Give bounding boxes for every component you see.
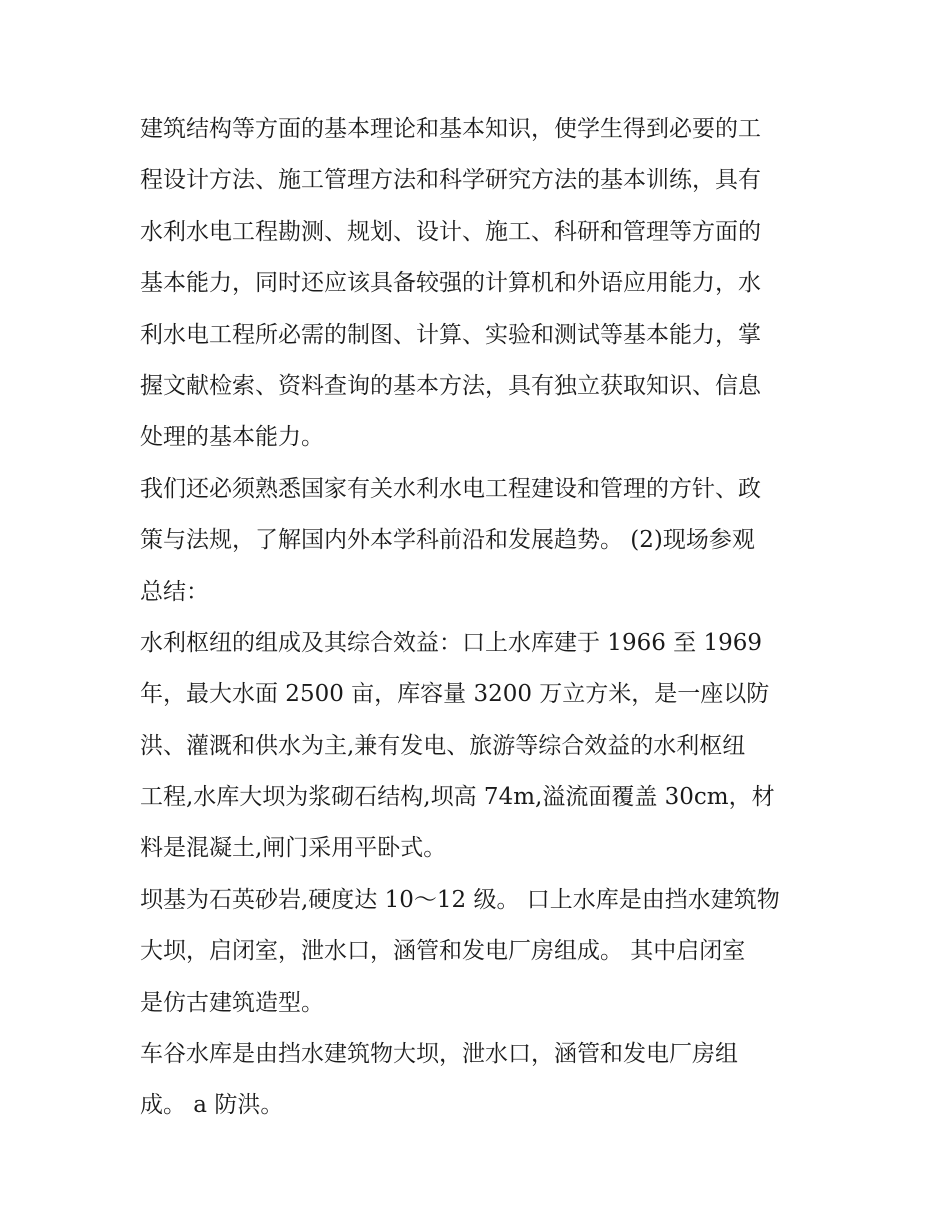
text-line: 洪、灌溉和供水为主,兼有发电、旅游等综合效益的水利枢纽 — [140, 732, 746, 759]
text-line: 处理的基本能力。 — [140, 424, 324, 451]
text-line: 坝基为石英砂岩,硬度达 10～12 级。 口上水库是由挡水建筑物 — [140, 886, 780, 913]
text-line: 大坝，启闭室，泄水口，涵管和发电厂房组成。 其中启闭室 — [140, 938, 746, 965]
text-line: 工程,水库大坝为浆砌石结构,坝高 74m,溢流面覆盖 30cm，材 — [140, 784, 775, 811]
text-line: 程设计方法、施工管理方法和科学研究方法的基本训练，具有 — [140, 167, 761, 194]
text-line: 料是混凝土,闸门采用平卧式。 — [140, 835, 447, 862]
text-line: 基本能力，同时还应该具备较强的计算机和外语应用能力，水 — [140, 270, 761, 297]
text-line: 成。 a 防洪。 — [140, 1092, 284, 1119]
text-line: 总结： — [140, 578, 209, 605]
text-line: 年，最大水面 2500 亩，库容量 3200 万立方米，是一座以防 — [140, 681, 770, 708]
text-line: 建筑结构等方面的基本理论和基本知识，使学生得到必要的工 — [140, 116, 761, 142]
text-line: 水利枢纽的组成及其综合效益：口上水库建于 1966 至 1969 — [140, 629, 762, 656]
text-line: 水利水电工程勘测、规划、设计、施工、科研和管理等方面的 — [140, 218, 761, 245]
text-line: 利水电工程所必需的制图、计算、实验和测试等基本能力，掌 — [140, 321, 761, 348]
text-line: 是仿古建筑造型。 — [140, 989, 324, 1016]
body-text — [140, 104, 820, 1132]
text-line: 策与法规，了解国内外本学科前沿和发展趋势。 (2)现场参观 — [140, 527, 755, 554]
text-line: 握文献检索、资料查询的基本方法，具有独立获取知识、信息 — [140, 372, 761, 399]
text-line: 我们还必须熟悉国家有关水利水电工程建设和管理的方针、政 — [140, 475, 761, 502]
text-line: 车谷水库是由挡水建筑物大坝，泄水口，涵管和发电厂房组 — [140, 1041, 738, 1068]
